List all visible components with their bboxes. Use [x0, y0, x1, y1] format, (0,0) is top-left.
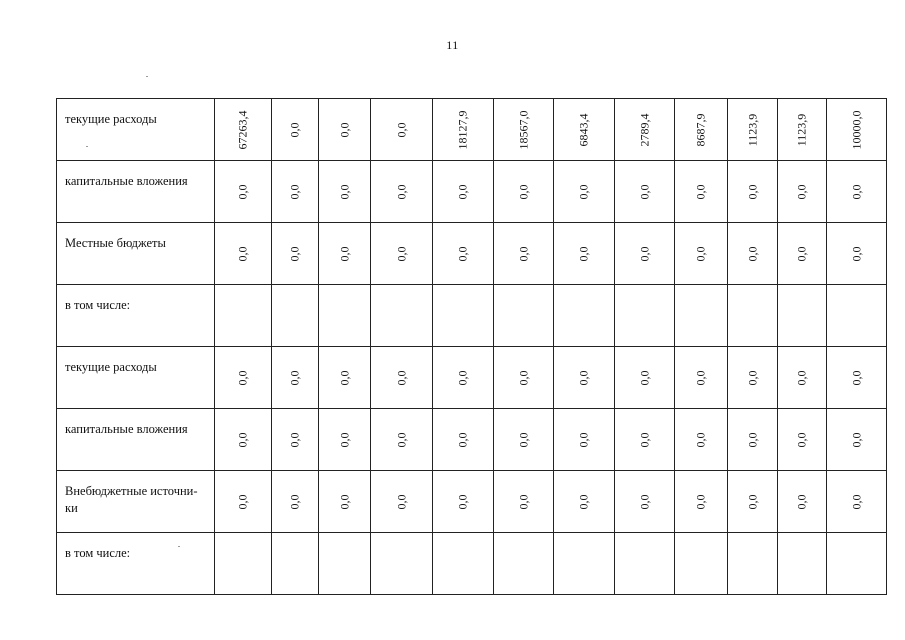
- value-cell: [728, 409, 778, 471]
- value-cell: [215, 533, 272, 595]
- cell-value: 0,0: [576, 184, 591, 199]
- value-cell: [615, 533, 675, 595]
- table-row: [57, 347, 887, 409]
- row-label: текущие расходы: [57, 347, 215, 409]
- value-cell: [554, 99, 615, 161]
- cell-value: 0,0: [337, 122, 351, 137]
- value-cell: [615, 471, 675, 533]
- value-cell: [215, 223, 272, 285]
- table-body: [57, 99, 887, 595]
- value-cell: [319, 99, 371, 161]
- cell-value: 0,0: [745, 246, 759, 261]
- row-label: Внебюджетные источни-ки: [57, 471, 215, 533]
- value-cell: [615, 347, 675, 409]
- table-row: [57, 285, 887, 347]
- cell-value: 0,0: [287, 370, 302, 385]
- cell-value: 0,0: [516, 184, 530, 199]
- table-row: [57, 223, 887, 285]
- cell-value: 0,0: [235, 246, 250, 261]
- table-row: [57, 161, 887, 223]
- value-cell: [215, 285, 272, 347]
- cell-value: 0,0: [745, 432, 759, 447]
- value-cell: [371, 223, 433, 285]
- value-cell: [615, 409, 675, 471]
- cell-value: 0,0: [576, 432, 591, 447]
- value-cell: [675, 161, 728, 223]
- value-cell: [554, 471, 615, 533]
- cell-value: 0,0: [637, 246, 651, 261]
- cell-value: 0,0: [693, 370, 708, 385]
- cell-value: 18567,0: [516, 110, 530, 149]
- cell-value: 67263,4: [235, 110, 250, 149]
- value-cell: [728, 161, 778, 223]
- row-label: Местные бюджеты: [57, 223, 215, 285]
- cell-value: 0,0: [287, 432, 302, 447]
- cell-value: 0,0: [849, 432, 863, 447]
- cell-value: 0,0: [287, 184, 302, 199]
- value-cell: [554, 223, 615, 285]
- cell-value: 0,0: [455, 494, 470, 509]
- value-cell: [272, 471, 319, 533]
- value-cell: [827, 161, 887, 223]
- value-cell: [433, 285, 494, 347]
- value-cell: [433, 223, 494, 285]
- value-cell: [827, 471, 887, 533]
- value-cell: [494, 99, 554, 161]
- value-cell: [215, 471, 272, 533]
- value-cell: [494, 347, 554, 409]
- value-cell: [675, 285, 728, 347]
- scan-speck: [146, 76, 148, 77]
- cell-value: 0,0: [287, 494, 302, 509]
- row-label: в том числе:: [57, 533, 215, 595]
- table-row: [57, 99, 887, 161]
- value-cell: [778, 471, 827, 533]
- value-cell: [433, 161, 494, 223]
- cell-value: 0,0: [235, 370, 250, 385]
- cell-value: 0,0: [745, 184, 759, 199]
- cell-value: 0,0: [337, 184, 351, 199]
- cell-value: 0,0: [637, 432, 651, 447]
- value-cell: [272, 285, 319, 347]
- cell-value: 0,0: [849, 370, 863, 385]
- cell-value: 0,0: [394, 432, 408, 447]
- value-cell: [554, 347, 615, 409]
- value-cell: [827, 347, 887, 409]
- cell-value: 0,0: [576, 370, 591, 385]
- cell-value: 0,0: [849, 184, 863, 199]
- cell-value: 0,0: [794, 494, 809, 509]
- value-cell: [554, 409, 615, 471]
- value-cell: [827, 409, 887, 471]
- value-cell: [272, 161, 319, 223]
- table-row: [57, 409, 887, 471]
- page-number: 11: [446, 38, 459, 52]
- value-cell: [827, 533, 887, 595]
- cell-value: 0,0: [394, 122, 408, 137]
- value-cell: [675, 223, 728, 285]
- cell-value: 18127,9: [455, 110, 470, 149]
- cell-value: 0,0: [516, 246, 530, 261]
- cell-value: 10000,0: [849, 110, 863, 149]
- table-row: [57, 471, 887, 533]
- value-cell: [371, 285, 433, 347]
- row-label: капитальные вложения: [57, 409, 215, 471]
- value-cell: [272, 223, 319, 285]
- cell-value: 0,0: [794, 184, 809, 199]
- cell-value: 0,0: [745, 370, 759, 385]
- value-cell: [827, 285, 887, 347]
- value-cell: [778, 99, 827, 161]
- cell-value: 0,0: [394, 184, 408, 199]
- value-cell: [728, 471, 778, 533]
- value-cell: [319, 161, 371, 223]
- cell-value: 1123,9: [745, 113, 759, 146]
- cell-value: 0,0: [693, 246, 708, 261]
- value-cell: [433, 99, 494, 161]
- value-cell: [371, 99, 433, 161]
- cell-value: 0,0: [337, 246, 351, 261]
- value-cell: [272, 347, 319, 409]
- value-cell: [554, 285, 615, 347]
- cell-value: 0,0: [693, 494, 708, 509]
- cell-value: 0,0: [576, 494, 591, 509]
- cell-value: 1123,9: [794, 113, 809, 146]
- cell-value: 6843,4: [576, 113, 591, 146]
- cell-value: 0,0: [394, 370, 408, 385]
- value-cell: [778, 409, 827, 471]
- cell-value: 2789,4: [637, 113, 651, 146]
- cell-value: 0,0: [337, 370, 351, 385]
- value-cell: [728, 533, 778, 595]
- cell-value: 0,0: [516, 494, 530, 509]
- cell-value: 0,0: [637, 184, 651, 199]
- row-label: в том числе:: [57, 285, 215, 347]
- value-cell: [215, 161, 272, 223]
- value-cell: [827, 99, 887, 161]
- value-cell: [319, 223, 371, 285]
- cell-value: 0,0: [394, 494, 408, 509]
- row-label: текущие расходы: [57, 99, 215, 161]
- value-cell: [494, 471, 554, 533]
- cell-value: 0,0: [794, 370, 809, 385]
- value-cell: [494, 161, 554, 223]
- cell-value: 0,0: [287, 246, 302, 261]
- row-label: капитальные вложения: [57, 161, 215, 223]
- value-cell: [494, 285, 554, 347]
- value-cell: [615, 161, 675, 223]
- cell-value: 0,0: [849, 246, 863, 261]
- cell-value: 0,0: [794, 432, 809, 447]
- value-cell: [319, 347, 371, 409]
- value-cell: [494, 223, 554, 285]
- budget-table: [56, 98, 887, 595]
- cell-value: 0,0: [794, 246, 809, 261]
- value-cell: [728, 223, 778, 285]
- value-cell: [827, 223, 887, 285]
- cell-value: 0,0: [337, 432, 351, 447]
- value-cell: [433, 409, 494, 471]
- value-cell: [778, 223, 827, 285]
- cell-value: 0,0: [287, 122, 302, 137]
- value-cell: [272, 533, 319, 595]
- table-row: [57, 533, 887, 595]
- value-cell: [494, 409, 554, 471]
- value-cell: [433, 471, 494, 533]
- value-cell: [371, 409, 433, 471]
- cell-value: 0,0: [637, 494, 651, 509]
- value-cell: [433, 533, 494, 595]
- value-cell: [319, 471, 371, 533]
- value-cell: [675, 409, 728, 471]
- value-cell: [554, 161, 615, 223]
- value-cell: [433, 347, 494, 409]
- value-cell: [319, 533, 371, 595]
- cell-value: 0,0: [516, 370, 530, 385]
- value-cell: [728, 99, 778, 161]
- value-cell: [778, 161, 827, 223]
- value-cell: [215, 347, 272, 409]
- value-cell: [319, 285, 371, 347]
- value-cell: [371, 471, 433, 533]
- cell-value: 0,0: [745, 494, 759, 509]
- value-cell: [675, 533, 728, 595]
- value-cell: [554, 533, 615, 595]
- cell-value: 0,0: [455, 432, 470, 447]
- value-cell: [272, 99, 319, 161]
- value-cell: [319, 409, 371, 471]
- value-cell: [675, 99, 728, 161]
- cell-value: 8687,9: [693, 113, 708, 146]
- cell-value: 0,0: [235, 432, 250, 447]
- cell-value: 0,0: [455, 184, 470, 199]
- value-cell: [494, 533, 554, 595]
- value-cell: [728, 347, 778, 409]
- value-cell: [778, 533, 827, 595]
- value-cell: [371, 347, 433, 409]
- cell-value: 0,0: [693, 184, 708, 199]
- value-cell: [615, 285, 675, 347]
- cell-value: 0,0: [576, 246, 591, 261]
- value-cell: [615, 99, 675, 161]
- value-cell: [215, 99, 272, 161]
- cell-value: 0,0: [693, 432, 708, 447]
- cell-value: 0,0: [637, 370, 651, 385]
- cell-value: 0,0: [337, 494, 351, 509]
- cell-value: 0,0: [394, 246, 408, 261]
- cell-value: 0,0: [235, 184, 250, 199]
- value-cell: [371, 533, 433, 595]
- value-cell: [778, 285, 827, 347]
- value-cell: [371, 161, 433, 223]
- value-cell: [728, 285, 778, 347]
- cell-value: 0,0: [516, 432, 530, 447]
- cell-value: 0,0: [849, 494, 863, 509]
- cell-value: 0,0: [455, 246, 470, 261]
- value-cell: [215, 409, 272, 471]
- value-cell: [272, 409, 319, 471]
- value-cell: [675, 347, 728, 409]
- cell-value: 0,0: [455, 370, 470, 385]
- value-cell: [778, 347, 827, 409]
- value-cell: [615, 223, 675, 285]
- cell-value: 0,0: [235, 494, 250, 509]
- value-cell: [675, 471, 728, 533]
